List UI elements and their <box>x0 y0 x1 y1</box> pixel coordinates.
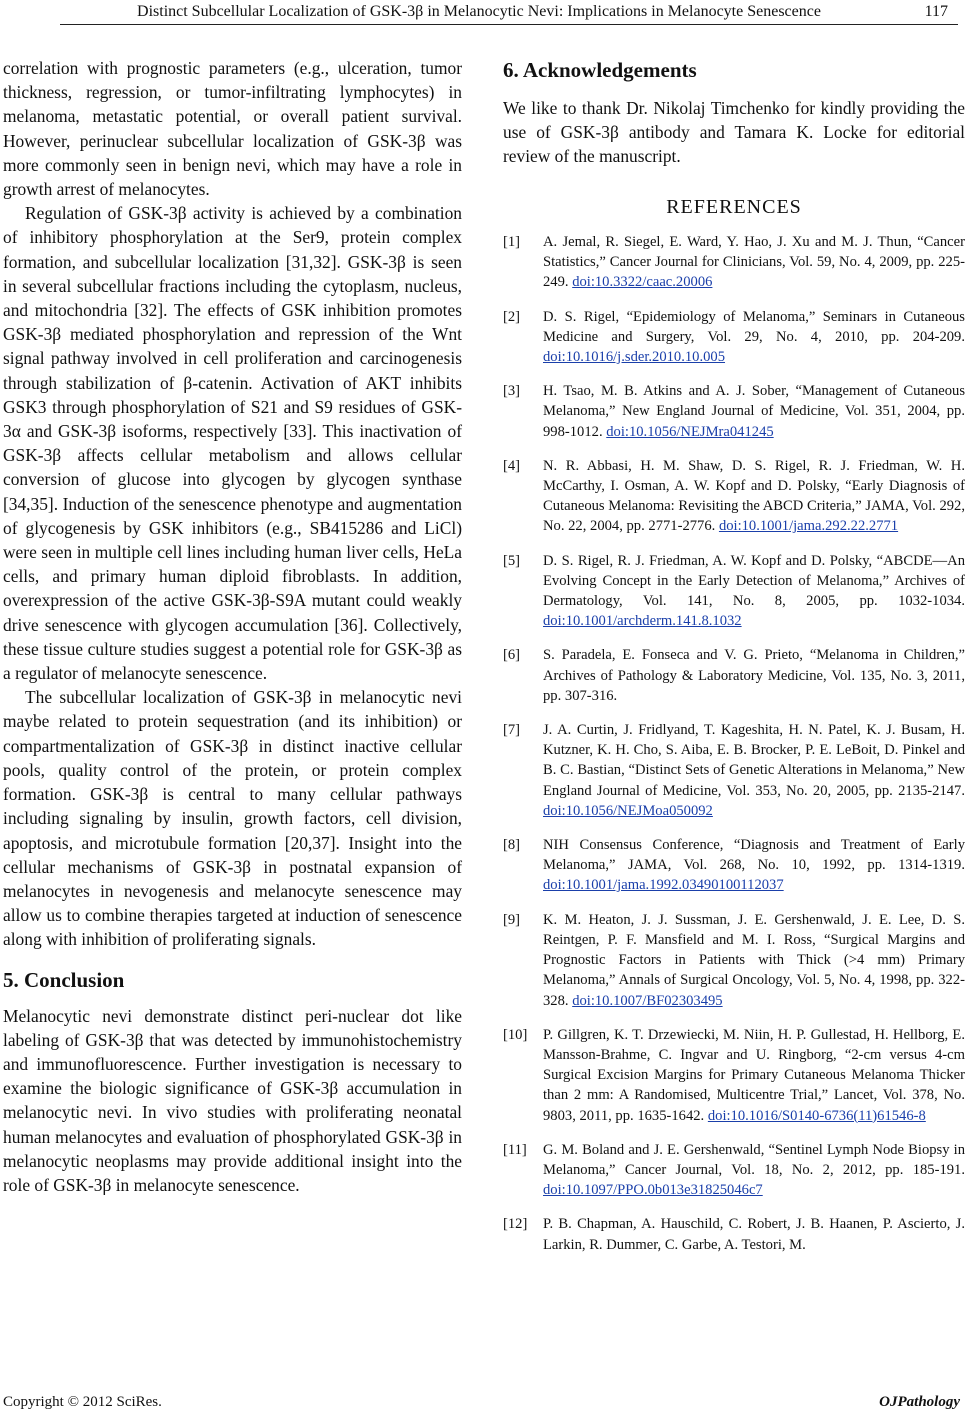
right-column <box>503 56 965 1269</box>
reference-text: P. B. Chapman, A. Hauschild, C. Robert, J. B. Haanen, P. Ascierto, J. Larkin, R. Dummer, C. Garbe, A. Testori, M. <box>543 1216 965 1253</box>
reference-item <box>503 1025 965 1126</box>
paragraph-3: The subcellular localization of GSK-3β in melanocytic nevi maybe related to protein sequestration (and its inhibition) or compartmentalization of GSK-3β in distinct inactive cellular pools, quality control of the protein, or protein complex formation. GSK-3β is central to many cellular pathways including signaling by insulin, growth factors, cell division, apoptosis, and microtubule formation [20,37]. Insight into the cellular mechanisms of GSK-3β in postnatal expansion of melanocytes in nevogenesis and melanocyte senescence may allow us to combine therapies targeted at induction of senescence along with inhibition of proliferating signals. <box>3 687 462 950</box>
reference-text: A. Jemal, R. Siegel, E. Ward, Y. Hao, J. Xu and M. J. Thun, “Cancer Statistics,” Cancer Journal for Clinicians, Vol. 59, No. 4, 2009, pp. 225-249. <box>543 234 965 291</box>
doi-link[interactable]: doi:10.3322/caac.20006 <box>572 274 713 291</box>
reference-number: [1] <box>503 234 521 250</box>
reference-item <box>503 1140 965 1201</box>
left-column <box>3 56 462 1197</box>
doi-link[interactable]: doi:10.1056/NEJMra041245 <box>606 423 774 440</box>
reference-item <box>503 910 965 1011</box>
conclusion-paragraph: Melanocytic nevi demonstrate distinct peri-nuclear dot like labeling of GSK-3β that was detected by immunohistochemistry and immunofluorescence. Further investigation is necessary to examine the biologic significance of GSK-3β accumulation in melanocytic nevi. In vivo studies with proliferating neonatal human melanocytes and evaluation of phosphorylated GSK-3β in melanocytic neoplasms may provide additional insight into the role of GSK-3β in melanocyte senescence. <box>3 1005 462 1195</box>
journal-name: OJPathology <box>879 1394 960 1410</box>
reference-list <box>503 232 965 1255</box>
reference-item <box>503 551 965 632</box>
reference-number: [9] <box>503 911 521 928</box>
reference-item <box>503 645 965 706</box>
running-header <box>60 2 958 25</box>
paragraph-2: Regulation of GSK-3β activity is achieved by a combination of inhibitory phosphorylation at the Ser9, protein complex formation, and subcellular localization [31,32]. GSK-3β is seen in several subcellular fractions including the cytoplasm, nucleus, and mitochondria [32]. The effects of GSK inhibition promotes GSK-3β mediated phosphorylation and repression of the Wnt signal pathway involved in cell proliferation and carcinogenesis through stabilization of β-catenin. Activation of AKT inhibits GSK3 through phosphorylation of S21 and S9 residues of GSK-3α and GSK-3β isoforms, respectively [33]. This inactivation of GSK-3β affects cellular metabolism and allows cellular conversion of glucose into glycogen by glycogen synthase [34,35]. Induction of the senescence phenotype and augmentation of glycogenesis by GSK inhibitors (e.g., SB415286 and LiCl) were seen in multiple cell lines including human liver cells, HeLa cells, and primary human diploid fibroblasts. In addition, overexpression of the active GSK-3β-S9A mutant could weakly drive senescence with glycogen accumulation [36]. Collectively, these tissue culture studies suggest a potential role for GSK-3β as a regulator of melanocyte senescence. <box>3 203 462 684</box>
reference-text: D. S. Rigel, “Epidemiology of Melanoma,” Seminars in Cutaneous Medicine and Surgery, Vol. 29, No. 4, 2010, pp. 204-209. <box>543 308 965 345</box>
reference-number: [6] <box>503 647 521 664</box>
reference-text: K. M. Heaton, J. J. Sussman, J. E. Gershenwald, J. E. Lee, D. S. Reintgen, P. F. Mansfield and M. I. Ross, “Surgical Margins and Prognostic Factors in Patients with Thick (>4 mm) Primary Melanoma,” Annals of Surgical Oncology, Vol. 5, No. 4, 1998, pp. 322-328. <box>543 911 965 1009</box>
reference-item <box>503 381 965 442</box>
acknowledgements-heading: 6. Acknowledgements <box>503 58 697 82</box>
doi-link[interactable]: doi:10.1016/j.sder.2010.10.005 <box>543 349 726 366</box>
reference-number: [8] <box>503 837 521 854</box>
reference-number: [12] <box>503 1216 528 1233</box>
reference-number: [3] <box>503 383 521 400</box>
page-number: 117 <box>924 3 948 20</box>
doi-link[interactable]: doi:10.1001/archderm.141.8.1032 <box>543 613 742 630</box>
reference-item <box>503 1214 965 1254</box>
paragraph-1: correlation with prognostic parameters (e.g., ulceration, tumor thickness, regression, or tumor-infiltrating lymphocytes) in melanoma, metastatic potential, or overall patient survival. However, perinuclear subcellular localization of GSK-3β was more commonly seen in benign nevi, which may have a role in growth arrest of melanocytes. <box>3 58 462 200</box>
reference-item <box>503 835 965 896</box>
doi-link[interactable]: doi:10.1001/jama.292.22.2771 <box>718 518 899 535</box>
doi-link[interactable]: doi:10.1016/S0140-6736(11)61546-8 <box>707 1107 926 1124</box>
reference-text: H. Tsao, M. B. Atkins and A. J. Sober, “Management of Cutaneous Melanoma,” New England Journal of Medicine, Vol. 351, 2004, pp. 998-1012. <box>543 383 965 440</box>
reference-item <box>503 456 965 537</box>
reference-item <box>503 307 965 368</box>
reference-item <box>503 720 965 821</box>
references-heading: REFERENCES <box>666 196 802 218</box>
reference-text: NIH Consensus Conference, “Diagnosis and Treatment of Early Melanoma,” JAMA, Vol. 268, No. 10, 1992, pp. 1314-1319. <box>543 837 965 874</box>
reference-number: [5] <box>503 552 521 569</box>
doi-link[interactable]: doi:10.1097/PPO.0b013e31825046c7 <box>543 1182 763 1199</box>
reference-number: [2] <box>503 308 521 325</box>
doi-link[interactable]: doi:10.1001/jama.1992.03490100112037 <box>543 877 784 894</box>
conclusion-heading: 5. Conclusion <box>3 967 125 992</box>
copyright-notice: Copyright © 2012 SciRes. <box>3 1394 162 1410</box>
reference-number: [4] <box>503 457 521 474</box>
reference-text: J. A. Curtin, J. Fridlyand, T. Kageshita, H. N. Patel, K. J. Busam, H. Kutzner, K. H. Cho, S. Aiba, E. B. Brocker, P. E. LeBoit, D. Pinkel and B. C. Bastian, “Distinct Sets of Genetic Alterations in Melanoma,” New England Journal of Medicine, Vol. 353, No. 20, 2005, pp. 2135-2147. <box>543 722 965 799</box>
acknowledgements-text: We like to thank Dr. Nikolaj Timchenko for kindly providing the use of GSK-3β antibody and Tamara K. Locke for editorial review of the manuscript. <box>503 98 965 166</box>
reference-text: D. S. Rigel, R. J. Friedman, A. W. Kopf and D. Polsky, “ABCDE—An Evolving Concept in the Early Detection of Melanoma,” Archives of Dermatology, Vol. 141, No. 8, 2005, pp. 1032-1034. <box>543 552 965 610</box>
reference-number: [7] <box>503 722 521 739</box>
doi-link[interactable]: doi:10.1056/NEJMoa050092 <box>543 802 713 819</box>
reference-text: S. Paradela, E. Fonseca and V. G. Prieto, “Melanoma in Children,” Archives of Pathology & Laboratory Medicine, Vol. 135, No. 3, 2011, pp. 307-316. <box>543 647 965 704</box>
running-title: Distinct Subcellular Localization of GSK-3β in Melanocytic Nevi: Implications in Melanocyte Senescence <box>137 3 821 20</box>
reference-number: [10] <box>503 1026 528 1043</box>
doi-link[interactable]: doi:10.1007/BF02303495 <box>572 992 723 1009</box>
reference-item <box>503 232 965 293</box>
reference-text: P. Gillgren, K. T. Drzewiecki, M. Niin, H. P. Gullestad, H. Hellborg, E. Mansson-Brahme, C. Ingvar and U. Ringborg, “2-cm versus 4-cm Surgical Excision Margins for Primary Cutaneous Melanoma Thicker than 2 mm: A Randomised, Multicentre Trial,” Lancet, Vol. 378, No. 9803, 2011, pp. 1635-1642. <box>543 1026 965 1124</box>
reference-number: [11] <box>503 1141 527 1158</box>
reference-text: G. M. Boland and J. E. Gershenwald, “Sentinel Lymph Node Biopsy in Melanoma,” Cancer Journal, Vol. 18, No. 2, 2012, pp. 185-191. <box>543 1141 965 1178</box>
reference-text: N. R. Abbasi, H. M. Shaw, D. S. Rigel, R. J. Friedman, W. H. McCarthy, I. Osman, A. W. Kopf and D. Polsky, “Early Diagnosis of Cutaneous Melanoma: Revisiting the ABCD Criteria,” JAMA, Vol. 292, No. 22, 2004, pp. 2771-2776. <box>543 457 965 535</box>
